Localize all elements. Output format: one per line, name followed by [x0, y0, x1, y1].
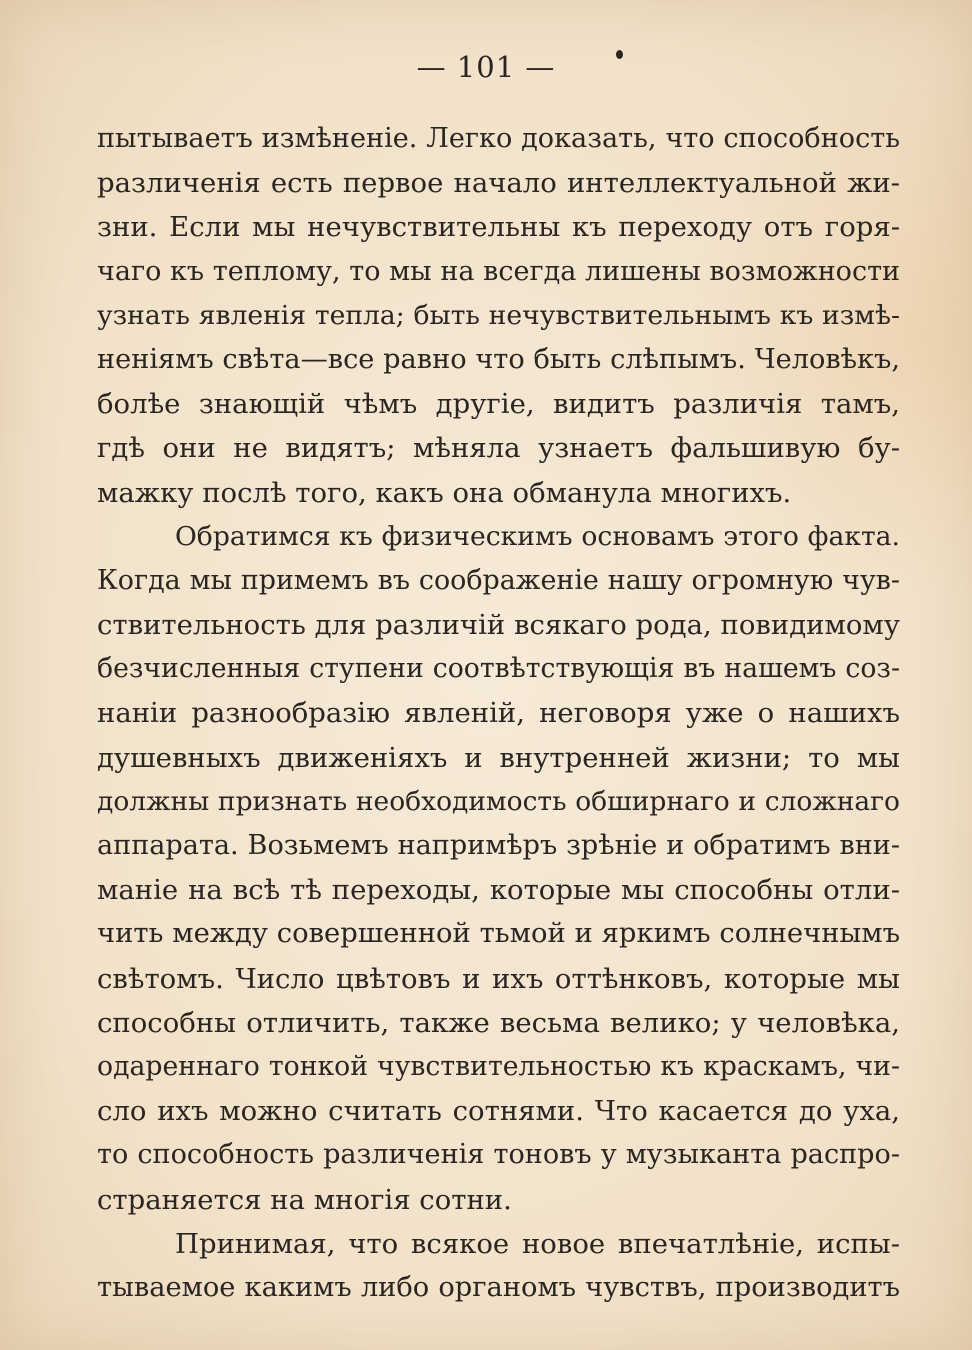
text-line: тываемое какимъ либо органомъ чувствъ, производитъ [97, 1271, 900, 1303]
page-number: — 101 — [416, 50, 556, 84]
text-line: узнать явленія тепла; быть нечувствительнымъ къ измѣ- [97, 299, 900, 331]
text-line: Когда мы примемъ въ соображеніе нашу огромную чув- [97, 564, 900, 596]
text-line: Обратимся къ физическимъ основамъ этого факта. [175, 520, 900, 552]
text-line: страняется на многія сотни. [97, 1183, 512, 1216]
text-line: неніямъ свѣта—все равно что быть слѣпымъ. Человѣкъ, [97, 343, 900, 375]
body-text [97, 117, 900, 1310]
text-line: болѣе знающій чѣмъ другіе, видитъ различія тамъ, [97, 388, 900, 421]
text-line: одареннаго тонкой чувствительностью къ краскамъ, чи- [97, 1050, 900, 1082]
text-line: наніи разнообразію явленій, неговоря уже о нашихъ [97, 697, 900, 730]
text-line: чаго къ теплому, то мы на всегда лишены возможности [97, 255, 900, 287]
text-line: маніе на всѣ тѣ переходы, которые мы способны отли- [97, 874, 900, 907]
text-line: безчисленныя ступени соотвѣтствующія въ нашемъ соз- [97, 653, 900, 685]
text-line: чить между совершенной тьмой и яркимъ солнечнымъ [97, 918, 900, 950]
ink-speck [616, 50, 623, 59]
text-line: то способность различенія тоновъ у музыканта распро- [97, 1139, 900, 1171]
text-line: аппарата. Возьмемъ напримѣръ зрѣніе и обратимъ вни- [97, 830, 900, 861]
text-line: гдѣ они не видятъ; мѣняла узнаетъ фальшивую бу- [97, 432, 900, 465]
text-line: пытываетъ измѣненіе. Легко доказать, что способность [97, 123, 900, 154]
text-line: способны отличить, также весьма велико; у человѣка, [97, 1006, 900, 1039]
text-line: сло ихъ можно считать сотнями. Что касается до уха, [97, 1095, 900, 1128]
text-line: мажку послѣ того, какъ она обманула многихъ. [97, 476, 792, 509]
text-line: должны признать необходимость обширнаго и сложнаго [97, 785, 900, 817]
text-line: различенія есть первое начало интеллектуальной жи- [97, 167, 900, 200]
text-line: зни. Если мы нечувствительны къ переходу отъ горя- [97, 211, 900, 244]
text-line: ствительность для различій всякаго рода, повидимому [97, 609, 900, 642]
text-line: душевныхъ движеніяхъ и внутренней жизни; то мы [97, 741, 900, 774]
text-line: свѣтомъ. Число цвѣтовъ и ихъ оттѣнковъ, которые мы [97, 962, 900, 995]
text-line: Принимая, что всякое новое впечатлѣніе, испы- [175, 1227, 900, 1260]
